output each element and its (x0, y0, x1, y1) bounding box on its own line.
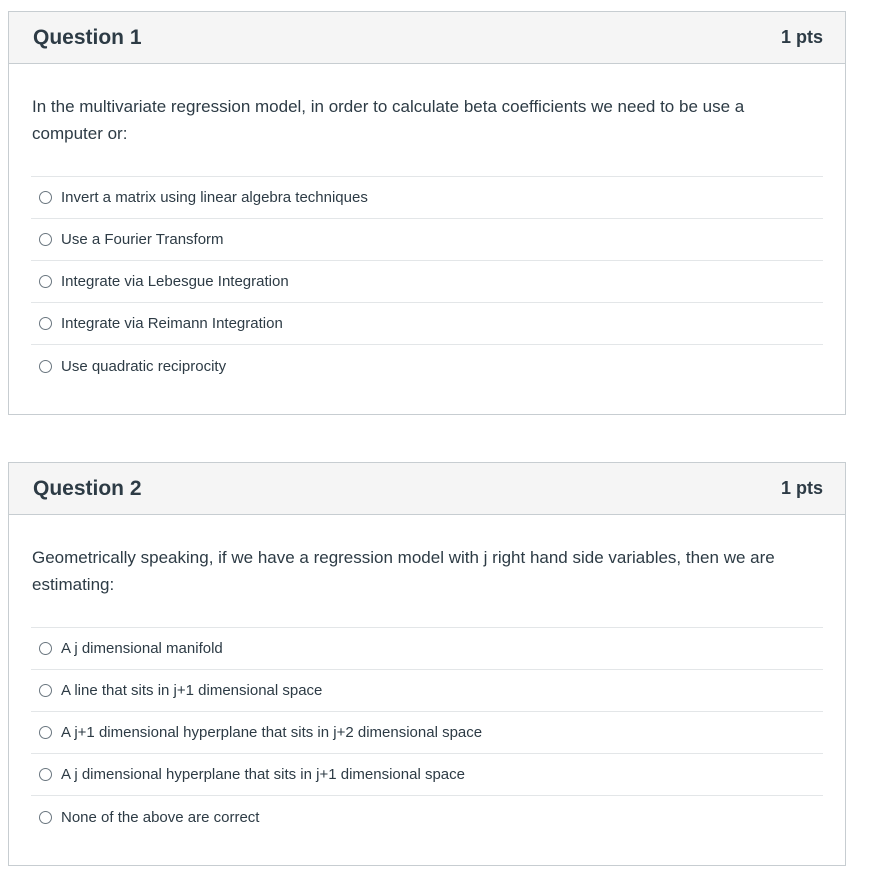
question-points: 1 pts (780, 478, 823, 498)
radio-button[interactable] (39, 768, 52, 781)
answer-option[interactable] (31, 712, 823, 754)
answer-option[interactable] (31, 628, 823, 670)
radio-button[interactable] (39, 811, 52, 824)
radio-button[interactable] (39, 642, 52, 655)
answer-label[interactable]: Use quadratic reciprocity (61, 357, 227, 375)
radio-button[interactable] (39, 726, 52, 739)
answer-label[interactable]: Use a Fourier Transform (61, 231, 224, 248)
question-title: Question 1 (33, 25, 142, 49)
question-card-1 (8, 11, 846, 415)
answer-option[interactable] (31, 670, 823, 712)
answer-option[interactable] (31, 261, 823, 303)
radio-button[interactable] (39, 191, 52, 204)
answer-label[interactable]: A j dimensional hyperplane that sits in j+1 dimensional space (61, 766, 465, 783)
answer-label[interactable]: A j dimensional manifold (61, 640, 223, 657)
question-header (9, 463, 845, 515)
radio-button[interactable] (39, 233, 52, 246)
question-text: Geometrically speaking, if we have a regression model with j right hand side variables, then we are estimating: (32, 548, 775, 594)
answer-option[interactable] (31, 219, 823, 261)
answer-option[interactable] (31, 177, 823, 219)
radio-button[interactable] (39, 317, 52, 330)
answer-label[interactable]: Integrate via Reimann Integration (61, 315, 283, 332)
answer-option[interactable] (31, 303, 823, 345)
answer-label[interactable]: A j+1 dimensional hyperplane that sits in j+2 dimensional space (61, 724, 483, 741)
radio-button[interactable] (39, 360, 52, 373)
answer-list (31, 176, 823, 387)
radio-button[interactable] (39, 684, 52, 697)
answer-label[interactable]: A line that sits in j+1 dimensional space (61, 682, 323, 699)
answer-option[interactable] (31, 345, 823, 387)
question-title: Question 2 (33, 476, 142, 500)
answer-label[interactable]: Integrate via Lebesgue Integration (61, 273, 289, 290)
question-points: 1 pts (780, 27, 823, 47)
answer-option[interactable] (31, 796, 823, 838)
answer-option[interactable] (31, 754, 823, 796)
answer-list (31, 627, 823, 838)
radio-button[interactable] (39, 275, 52, 288)
answer-label[interactable]: None of the above are correct (61, 808, 260, 826)
question-card-2 (8, 462, 846, 866)
question-header (9, 12, 845, 64)
question-text: In the multivariate regression model, in order to calculate beta coefficients we need to be use a computer or: (32, 97, 745, 143)
answer-label[interactable]: Invert a matrix using linear algebra techniques (61, 189, 368, 206)
